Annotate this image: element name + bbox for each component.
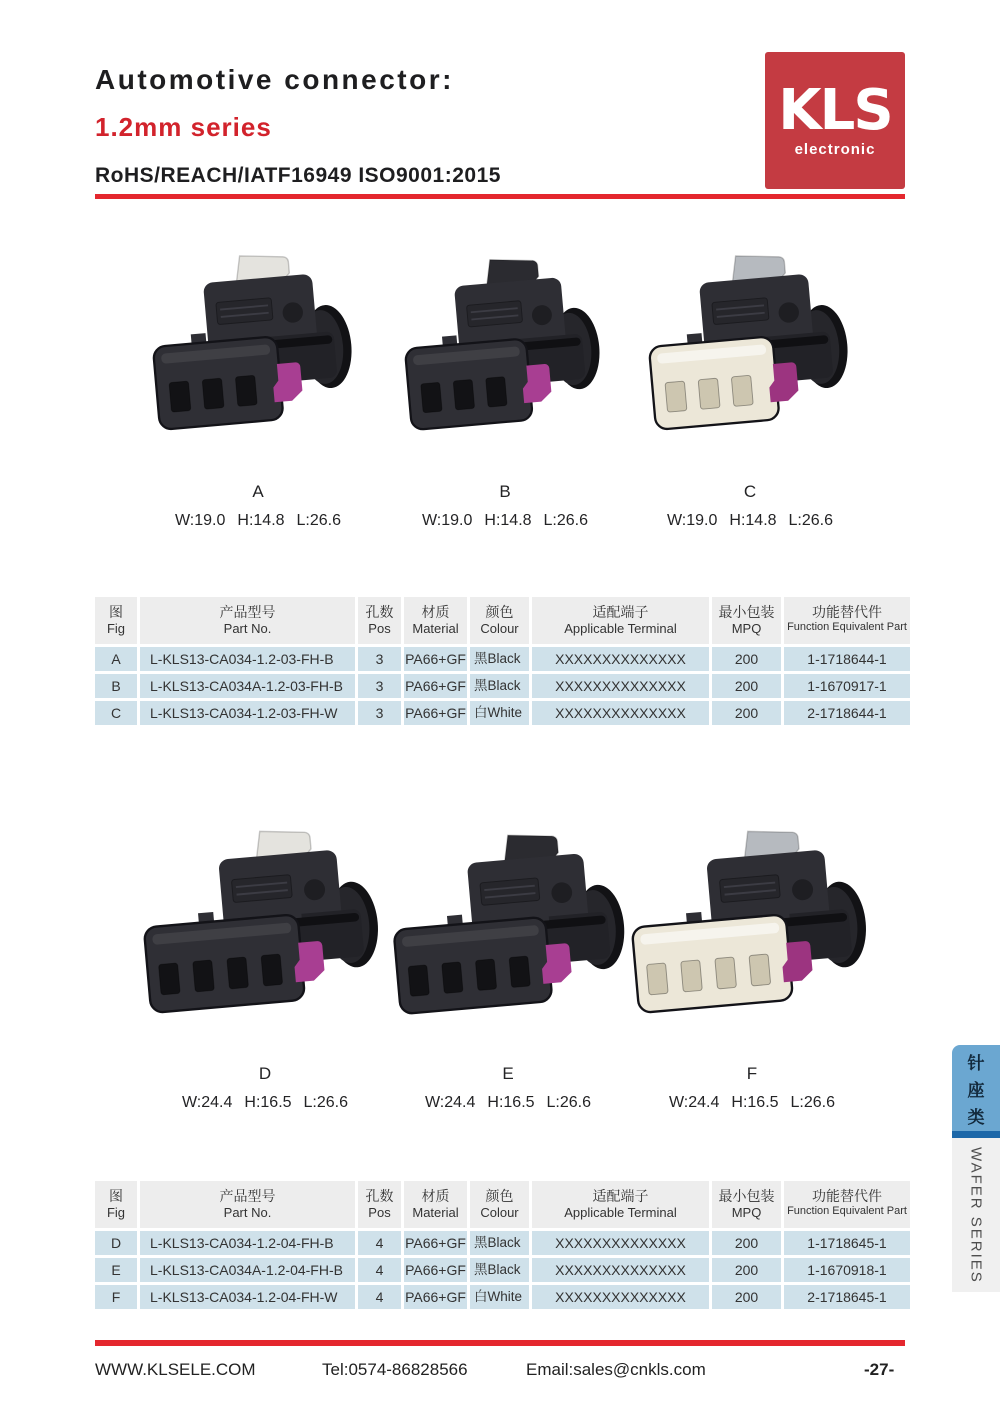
col-material: 材质 Material — [404, 1181, 470, 1228]
footer-divider — [95, 1340, 905, 1346]
figure-letter: A — [252, 482, 264, 501]
footer-telephone: Tel:0574-86828566 — [322, 1360, 468, 1379]
figure-caption-c — [630, 482, 870, 530]
connector-photo-a — [140, 246, 362, 442]
table-row: C L-KLS13-CA034-1.2-03-FH-W 3 PA66+GF 白White XXXXXXXXXXXXXX 200 2-1718644-1 — [95, 701, 910, 725]
col-part-no: 产品型号 Part No. — [140, 597, 358, 644]
col-colour: 颜色 Colour — [470, 597, 532, 644]
table-row: B L-KLS13-CA034A-1.2-03-FH-B 3 PA66+GF 黑Black XXXXXXXXXXXXXX 200 1-1670917-1 — [95, 674, 910, 698]
figure-letter: D — [258, 1064, 272, 1083]
table-row: A L-KLS13-CA034-1.2-03-FH-B 3 PA66+GF 黑Black XXXXXXXXXXXXXX 200 1-1718644-1 — [95, 647, 910, 671]
figure-dimensions: W:24.4 H:16.5 L:26.6 — [181, 1094, 349, 1111]
figure-caption-b — [385, 482, 625, 530]
table-row: E L-KLS13-CA034A-1.2-04-FH-B 4 PA66+GF 黑Black XXXXXXXXXXXXXX 200 1-1670918-1 — [95, 1258, 910, 1282]
category-tab-cn: 针 座 类 — [952, 1045, 1000, 1131]
footer-website: WWW.KLSELE.COM — [95, 1360, 256, 1379]
figure-dimensions: W:19.0 H:14.8 L:26.6 — [666, 512, 834, 529]
col-fig: 图 Fig — [95, 597, 140, 644]
figure-letter: B — [499, 482, 511, 501]
brand-logo — [765, 52, 905, 189]
figure-caption-e — [388, 1064, 628, 1112]
col-material: 材质 Material — [404, 597, 470, 644]
col-part-no: 产品型号 Part No. — [140, 1181, 358, 1228]
certifications-line: RoHS/REACH/IATF16949 ISO9001:2015 — [95, 164, 501, 187]
table-header-row — [95, 1181, 910, 1228]
category-tab-divider — [952, 1131, 1000, 1138]
figure-caption-a — [138, 482, 378, 530]
connector-photo-f — [624, 822, 876, 1024]
col-mpq: 最小包装 MPQ — [712, 1181, 784, 1228]
figure-letter: C — [743, 482, 757, 501]
table-row: F L-KLS13-CA034-1.2-04-FH-W 4 PA66+GF 白White XXXXXXXXXXXXXX 200 2-1718645-1 — [95, 1285, 910, 1309]
col-pos: 孔数 Pos — [358, 1181, 404, 1228]
connector-photo-d — [136, 822, 388, 1024]
figure-dimensions: W:24.4 H:16.5 L:26.6 — [424, 1094, 592, 1111]
footer — [0, 1360, 1000, 1384]
col-colour: 颜色 Colour — [470, 1181, 532, 1228]
col-terminal: 适配端子 Applicable Terminal — [532, 1181, 712, 1228]
col-func-equiv: 功能替代件 Function Equivalent Part — [787, 1188, 907, 1218]
figure-dimensions: W:24.4 H:16.5 L:26.6 — [668, 1094, 836, 1111]
category-tab-en: WAFER SERIES — [952, 1138, 1000, 1292]
figure-letter: F — [746, 1064, 758, 1083]
table-row: D L-KLS13-CA034-1.2-04-FH-B 4 PA66+GF 黑Black XXXXXXXXXXXXXX 200 1-1718645-1 — [95, 1231, 910, 1255]
logo-wordmark: KLS — [778, 78, 892, 143]
col-terminal: 适配端子 Applicable Terminal — [532, 597, 712, 644]
figure-dimensions: W:19.0 H:14.8 L:26.6 — [421, 512, 589, 529]
figure-caption-d — [145, 1064, 385, 1112]
header-divider — [95, 194, 905, 199]
category-side-tab — [952, 1045, 1000, 1292]
page-title: Automotive connector: — [95, 64, 454, 95]
footer-email: Email:sales@cnkls.com — [526, 1360, 706, 1379]
col-mpq: 最小包装 MPQ — [712, 597, 784, 644]
connector-photo-c — [636, 246, 858, 442]
col-pos: 孔数 Pos — [358, 597, 404, 644]
col-fig: 图 Fig — [95, 1181, 140, 1228]
connector-photo-b — [392, 250, 610, 442]
figure-dimensions: W:19.0 H:14.8 L:26.6 — [174, 512, 342, 529]
table-header-row — [95, 597, 910, 644]
logo-subtitle: electronic — [794, 141, 876, 158]
col-func-equiv: 功能替代件 Function Equivalent Part — [787, 604, 907, 634]
figure-caption-f — [632, 1064, 872, 1112]
figure-letter: E — [502, 1064, 514, 1083]
footer-page-number: -27- — [864, 1360, 895, 1379]
connector-photo-e — [386, 826, 634, 1025]
series-title: 1.2mm series — [95, 112, 272, 142]
parts-table-4pos — [95, 1181, 910, 1309]
parts-table-3pos — [95, 597, 910, 725]
